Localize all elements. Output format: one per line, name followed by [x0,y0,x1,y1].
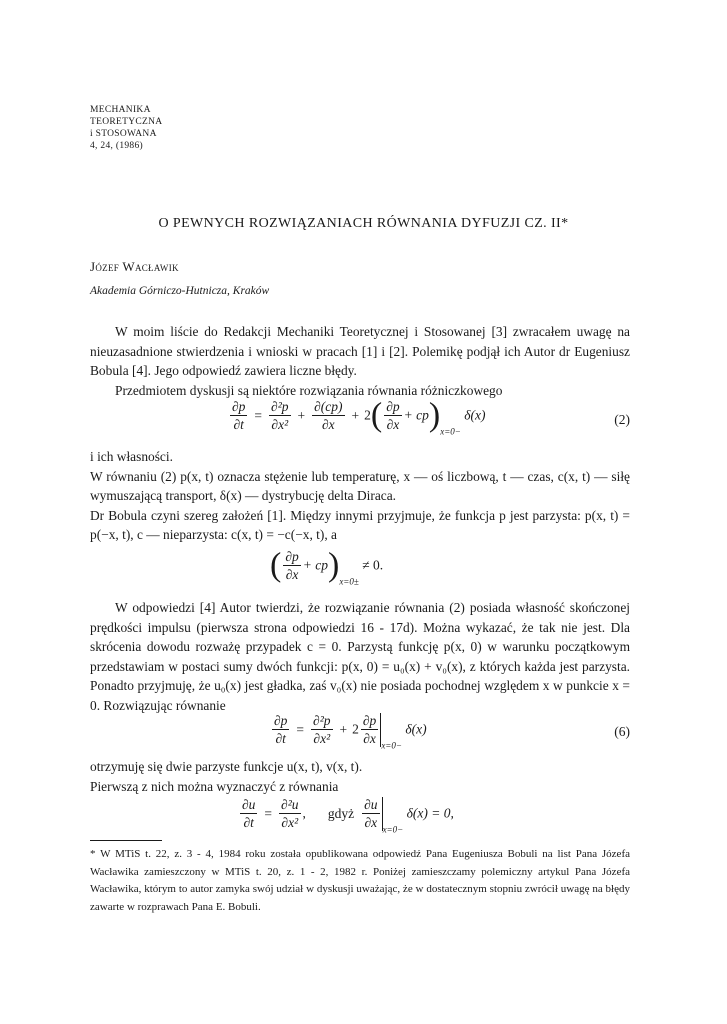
paragraph-6: W odpowiedzi [4] Autor twierdzi, że rozwiązanie równania (2) posiada własność skończonej prędkości impulsu (pierwsza strona odpowiedzi 16 - 17d). Można wykazać, że tak nie jest. Dla skrócenia dowodu rozważę przypadek c = 0. Parzystą funkcję p(x, 0) w warunku początkowym przedstawiam w postaci sumy dwóch funkcji: p(x, 0) = u₀(x) + v₀(x), z których każda jest parzysta. Ponadto przyjmuję, że u₀(x) jest gładka, zaś v₀(x) nie posiada pochodnej względem x w punkcie x = 0. Rozwiązując równanie [90,600,630,713]
footnote-rule [90,840,162,841]
author-affiliation: Akademia Górniczo-Hutnicza, Kraków [90,285,270,297]
journal-name-line3: i STOSOWANA [90,129,157,139]
eq2-delta: δ(x) [464,407,486,423]
paragraph-3: i ich własności. [90,449,173,464]
paragraph-8: Pierwszą z nich można wyznaczyć z równania [90,778,339,794]
eq2-coef: 2 [364,407,371,423]
equ-lhs: $\frac{\partial u}{\partial t}$ [242,797,256,830]
author-name: Józef Wacławik [90,259,179,274]
paragraph-7: otrzymuję się dwie parzyste funkcje u(x, t), v(x, t). [90,759,363,774]
equation-u: $\frac{\partial u}{\partial t}$ = $\frac{\text{∂²u}}{\text{∂x²}}$ , gdyż $\frac{\partial u}{\partial x}$ $_{x=0-}$ δ(x) = 0, [242,797,454,835]
equation-number-6: (6) [614,724,630,739]
body-block-3 [90,757,630,796]
body-block-1 [90,447,630,545]
eq2-lhs: $\frac{\partial p}{\partial t}$ [232,399,246,432]
equ-term2: $\frac{\partial u}{\partial x}$ [364,797,378,830]
eq2-subscript: x=0− [440,426,461,437]
eq2-term1: $\frac{\text{∂²p}}{\text{∂x²}}$ [271,399,289,432]
body-block-2 [90,598,630,715]
equation-2: $\frac{\partial p}{\partial t}$ = $\frac{\text{∂²p}}{\text{∂x²}}$ + $\frac{\partial(cp)}{\partial x}$ + 2( $\frac{\partial p}{\partial x}$ + $cp)_{x=0-}$ δ(x) (2) [232,396,630,437]
eq6-term2: $\frac{\partial p}{\partial x}$ [362,713,377,746]
paragraph-2: Przedmiotem dyskusji są niektóre rozwiązania równania różniczkowego [115,382,503,398]
paragraph-1: W moim liście do Redakcji Mechaniki Teoretycznej i Stosowanej [3] zwracałem uwagę na nieuzasadnione stwierdzenia i wnioski w pracach [1] i [2]. Polemikę podjął ich Autor dr Eugeniusz Bobula [4]. Jego odpowiedź zawiera liczne błędy. [90,324,630,378]
journal-volume: 4, 24, (1986) [90,141,143,151]
equ-term1: $\frac{\text{∂²u}}{\text{∂x²}}$ [281,797,299,830]
eq6-term1: $\frac{\text{∂²p}}{\text{∂x²}}$ [313,713,331,746]
journal-name-line2: TEORETYCZNA [90,117,163,127]
equation-number-2: (2) [614,412,630,427]
equation-6: $\frac{\partial p}{\partial t}$ = $\frac{\text{∂²p}}{\text{∂x²}}$ + 2 $\frac{\partial p}{\partial x}$ $_{x=0-}$ δ(x) (6) [274,713,630,751]
ineq-term: $\frac{\partial p}{\partial x}$ [285,549,299,582]
eq6-delta: δ(x) [405,721,427,737]
eq6-lhs: $\frac{\partial p}{\partial t}$ [274,713,288,746]
equ-tail: δ(x) = 0, [406,805,454,821]
eq2-term2: $\frac{\partial(cp)}{\partial x}$ [314,399,343,432]
equ-word: gdyż [327,805,355,821]
ineq-rhs: ≠ 0. [362,557,384,573]
paragraph-4: W równaniu (2) p(x, t) oznacza stężenie lub temperaturę, x — oś liczbową, t — czas, c(x, t) — siłę wymuszającą transport, δ(x) — dystrybucję delta Diraca. [90,468,630,503]
eq6-subscript: x=0− [381,740,402,751]
equation-inequality: ( $\frac{\partial p}{\partial x}$ + $cp)_{x=0\pm} \ne 0$. [270,546,384,587]
eq2-cp: + cp [403,407,429,423]
footnote: * W MTiS t. 22, z. 3 - 4, 1984 roku została opublikowana odpowiedź Pana Eugeniusza Bobuli na list Pana Józefa Wacławika zamieszczony w MTiS t. 20, z. 1 - 2, 1982 r. Poniżej zamieszczamy polemiczny artykul Pana Józefa Wacławika, którym to autor zamyka swój udział w dyskusji uważając, że w dostatecznym stopniu zwrócił uwagę na błędy zawarte w rozprawach Pana E. Bobuli. [90,848,630,913]
ineq-cp: + cp [302,557,328,573]
ineq-subscript: x=0± [339,576,359,587]
journal-info [90,104,162,152]
journal-name-line1: MECHANIKA [90,105,151,115]
eq2-term3: $\frac{\partial p}{\partial x}$ [386,399,400,432]
equ-subscript: x=0− [382,824,404,835]
eq6-coef: 2 [352,721,359,737]
article-title: O PEWNYCH ROZWIĄZANIACH RÓWNANIA DYFUZJI CZ. II* [158,216,569,231]
paragraph-5: Dr Bobula czyni szereg założeń [1]. Między innymi przyjmuje, że funkcja p jest parzysta: p(x, t) = p(−x, t), c — nieparzysta: c(x, t) = −c(−x, t), a [90,507,630,542]
intro-block [90,322,630,400]
